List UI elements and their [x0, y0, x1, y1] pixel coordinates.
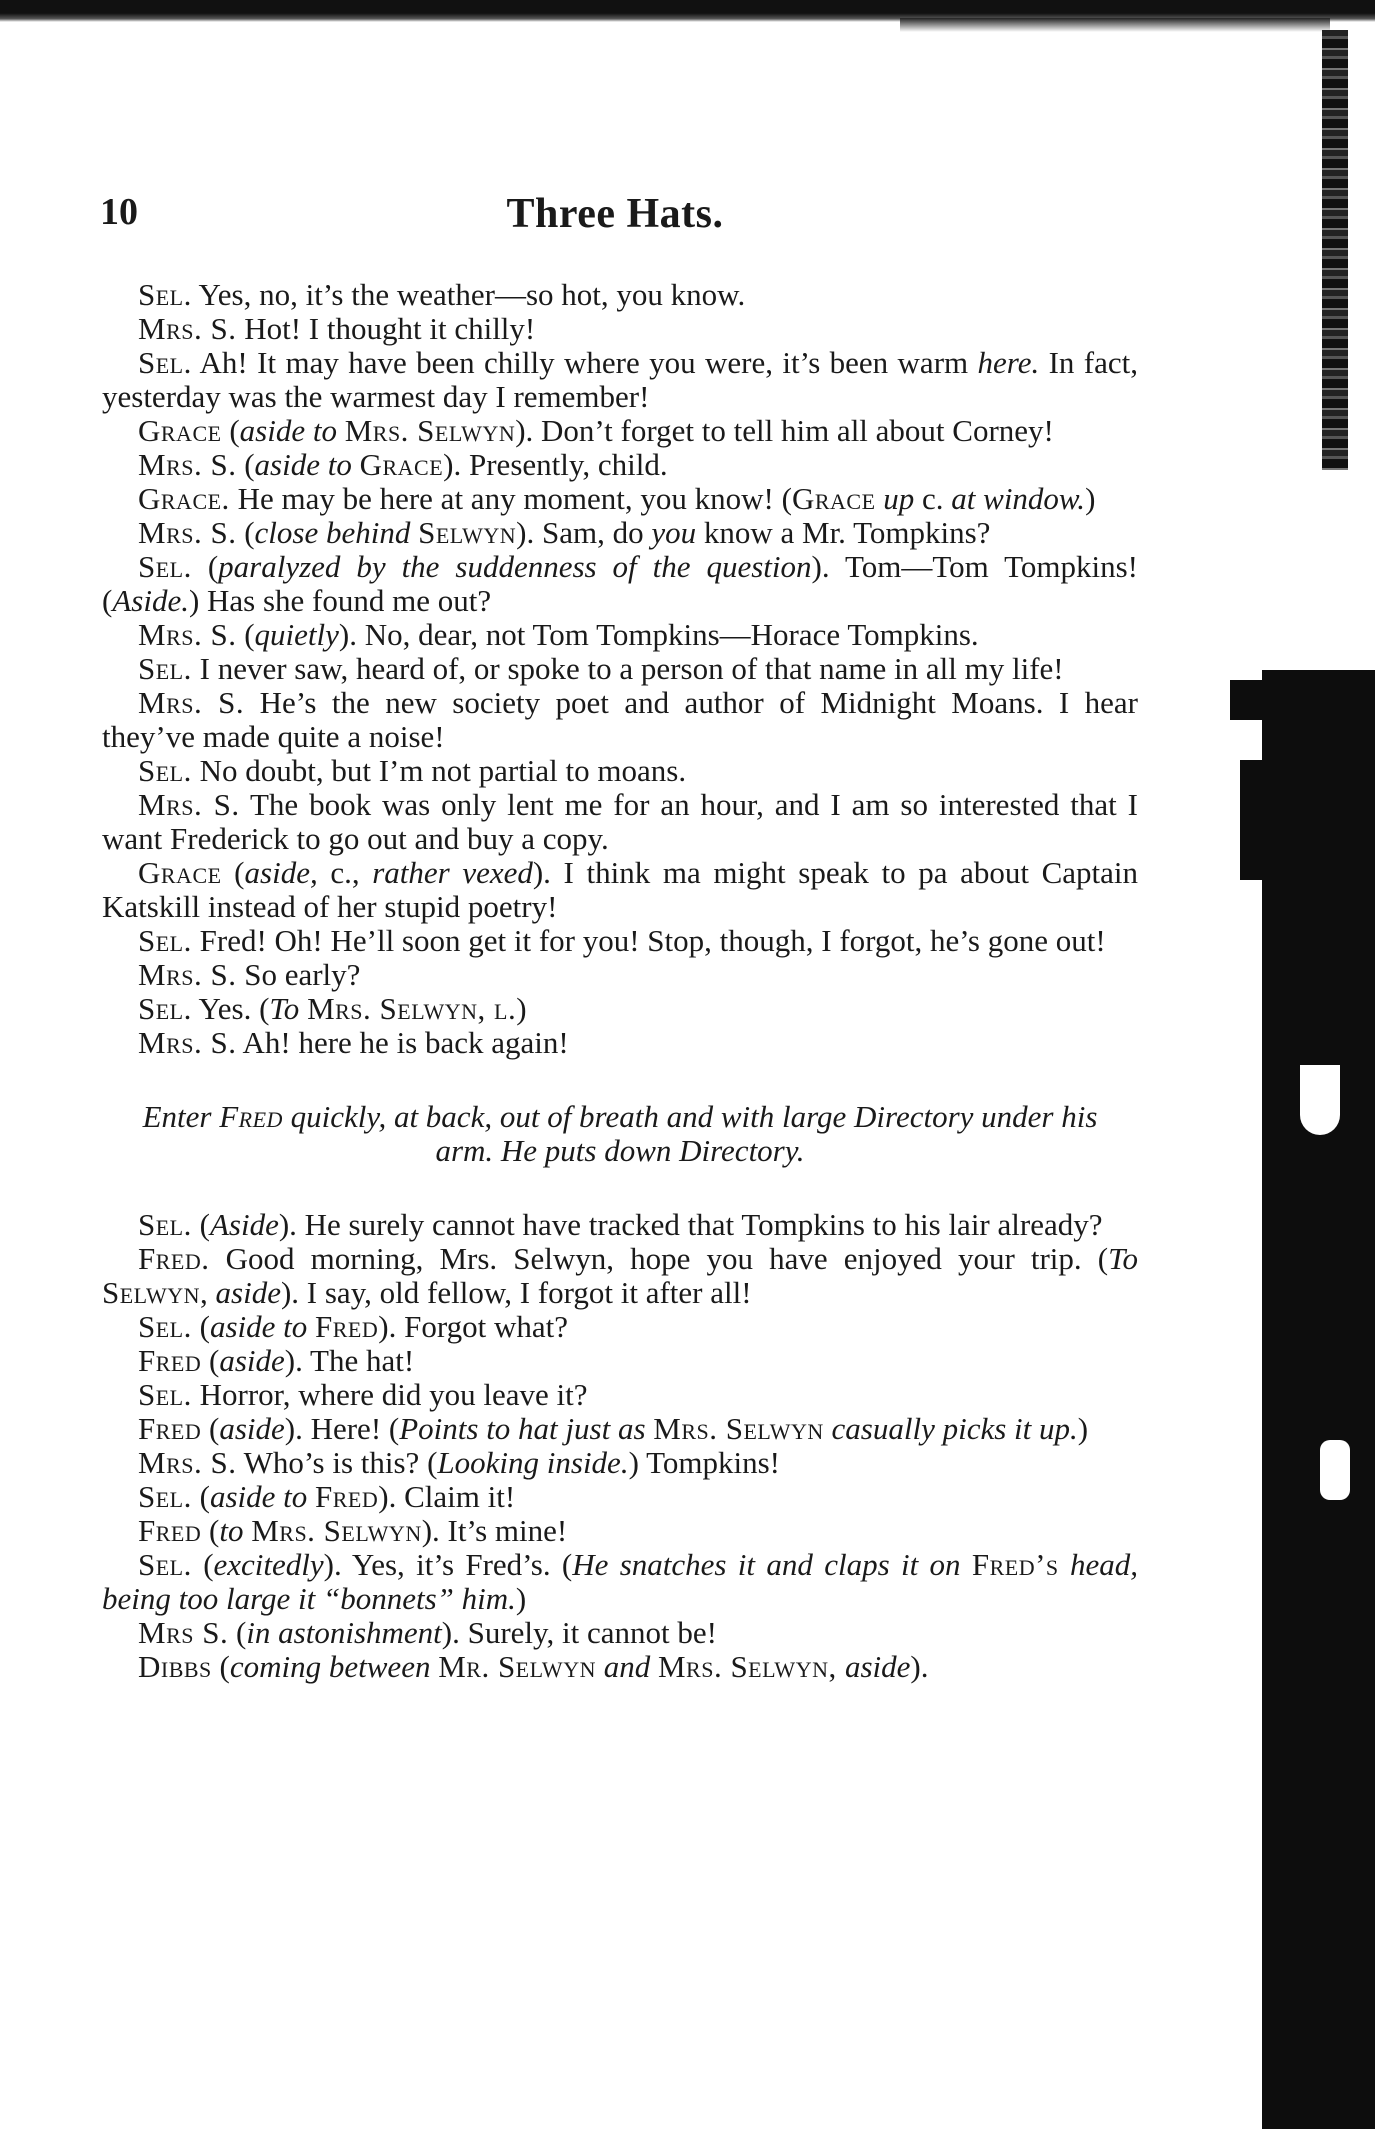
speech-text: ). Surely, it cannot be!	[441, 1615, 717, 1650]
speech-text: (	[221, 413, 240, 448]
speech-text: (	[236, 617, 255, 652]
speech-text: Fred! Oh! He’ll soon get it for you! Stop, though, I forgot, he’s gone out!	[191, 923, 1106, 958]
stage-note: aside	[215, 1275, 281, 1310]
speaker-name: Mrs. S.	[138, 787, 240, 822]
speaker-name: Mrs. S.	[138, 685, 245, 720]
scan-edge-artifact	[1230, 680, 1266, 720]
speaker-name: Grace	[138, 413, 222, 448]
stage-note: aside	[219, 1411, 285, 1446]
speaker-name: Mrs. Selwyn,	[657, 1649, 845, 1684]
speech-text: Ah! It may have been chilly where you were, it’s been warm	[191, 345, 978, 380]
speech-text: ) Tompkins!	[628, 1445, 780, 1480]
speech-line	[102, 1446, 1138, 1480]
speaker-name: Sel.	[138, 1377, 192, 1412]
speech-text: ). The hat!	[284, 1343, 415, 1378]
speech-text: Hot! I thought it chilly!	[236, 311, 536, 346]
stage-note: Looking inside.	[437, 1445, 629, 1480]
speech-text: (	[228, 1615, 247, 1650]
speaker-name: Mrs. Selwyn	[251, 1513, 422, 1548]
speech-text: ). Sam, do	[516, 515, 652, 550]
speech-line	[102, 1616, 1138, 1650]
stage-note: quickly, at back, out of breath and with large Directory under his arm. He puts down Directory.	[282, 1099, 1098, 1168]
speech-text	[307, 1309, 315, 1344]
speech-line	[102, 414, 1138, 448]
scan-edge-right-upper	[1322, 30, 1348, 470]
speaker-name: Sel.	[138, 753, 192, 788]
speech-line	[102, 516, 1138, 550]
stage-note: aside	[844, 1649, 911, 1684]
speaker-name: Mrs. S.	[138, 447, 237, 482]
speech-text	[824, 1411, 832, 1446]
speech-text: (	[201, 1513, 220, 1548]
speaker-name: Selwyn	[102, 1275, 201, 1310]
speech-line	[102, 992, 1138, 1026]
speech-text: (	[191, 1207, 210, 1242]
stage-note: To	[269, 991, 300, 1026]
speech-text: ). No, dear, not Tom Tompkins—Horace Tompkins.	[338, 617, 979, 652]
speech-text: He may be here at any moment, you know! (	[229, 481, 792, 516]
speech-line	[102, 788, 1138, 856]
speech-text: c.,	[317, 855, 373, 890]
speech-line	[102, 1548, 1138, 1616]
speech-line	[102, 1650, 1138, 1684]
speech-text: I never saw, heard of, or spoke to a person of that name in all my life!	[191, 651, 1064, 686]
speech-text: )	[516, 991, 527, 1026]
speech-text	[961, 1547, 972, 1582]
speaker-name: Mrs. S.	[138, 617, 237, 652]
speaker-name: Mrs S.	[138, 1615, 229, 1650]
stage-note: aside to	[209, 1479, 308, 1514]
stage-note: paralyzed by the suddenness of the question	[218, 549, 812, 584]
speaker-name: Fred	[315, 1309, 379, 1344]
speech-text: Yes, no, it’s the weather—so hot, you know.	[191, 277, 746, 312]
speaker-name: Mrs. S.	[138, 311, 237, 346]
speech-text	[596, 1649, 604, 1684]
speech-line	[102, 1480, 1138, 1514]
speaker-name: Sel.	[138, 651, 192, 686]
speech-line	[102, 1026, 1138, 1060]
speaker-name: Mrs. S.	[138, 1445, 237, 1480]
speech-text	[307, 1479, 315, 1514]
stage-note: aside,	[244, 855, 318, 890]
speech-text: He’s the new society poet and author of Midnight Moans. I hear they’ve made quite a noise!	[102, 685, 1138, 754]
speech-text: ). It’s mine!	[421, 1513, 568, 1548]
speech-line	[102, 1514, 1138, 1548]
speech-line	[102, 652, 1138, 686]
speaker-name: Sel.	[138, 549, 192, 584]
speaker-name: Fred’s	[971, 1547, 1059, 1582]
speaker-name: Mrs. Selwyn	[344, 413, 516, 448]
page-number: 10	[100, 191, 138, 233]
speech-text: c.	[914, 481, 952, 516]
speaker-name: Mrs. S.	[138, 957, 237, 992]
speaker-name: Grace	[791, 481, 876, 516]
speech-text	[1059, 1547, 1070, 1582]
stage-note: aside	[219, 1343, 285, 1378]
speech-text: ). Tom—Tom Tompkins! (	[102, 549, 1139, 618]
stage-note: and	[603, 1649, 651, 1684]
speech-text: ) Has she found me out?	[188, 583, 492, 618]
speech-text: (	[221, 855, 245, 890]
stage-note: coming between	[229, 1649, 431, 1684]
stage-note: aside to	[209, 1309, 308, 1344]
speaker-name: Sel.	[138, 923, 192, 958]
speech-text: (	[191, 1547, 214, 1582]
speech-line	[102, 1412, 1138, 1446]
speech-text: ). Forgot what?	[378, 1309, 568, 1344]
speech-line	[102, 1378, 1138, 1412]
speaker-name: Grace	[359, 447, 444, 482]
scan-edge-artifact	[1240, 760, 1270, 880]
speech-text: Ah! here he is back again!	[236, 1025, 569, 1060]
speaker-name: Mr. Selwyn	[438, 1649, 596, 1684]
speaker-name: Mrs. S.	[138, 1025, 237, 1060]
speaker-name: Mrs. S.	[138, 515, 237, 550]
stage-note: Points to hat just as	[399, 1411, 646, 1446]
speaker-name: Selwyn	[418, 515, 517, 550]
stage-note: you	[651, 515, 697, 550]
speaker-name: Fred	[138, 1411, 202, 1446]
speaker-name: Sel.	[138, 991, 192, 1026]
speech-text: ). He surely cannot have tracked that Tompkins to his lair already?	[278, 1207, 1103, 1242]
speech-line	[102, 754, 1138, 788]
speaker-name: Grace.	[138, 481, 230, 516]
scan-edge-artifact	[1320, 1440, 1350, 1500]
speech-text: ,	[200, 1275, 216, 1310]
speaker-name: Fred.	[138, 1241, 210, 1276]
speech-line	[102, 1344, 1138, 1378]
speaker-name: Dibbs	[138, 1649, 212, 1684]
speech-text: No doubt, but I’m not partial to moans.	[191, 753, 687, 788]
scan-edge-artifact	[1300, 1065, 1340, 1135]
speaker-name: Fred	[315, 1479, 379, 1514]
stage-note: He snatches it and claps it on	[572, 1547, 961, 1582]
speech-text: ). Here! (	[284, 1411, 400, 1446]
speaker-name: Sel.	[138, 1479, 192, 1514]
speech-text: (	[236, 515, 255, 550]
stage-note: close behind	[254, 515, 411, 550]
speech-line	[102, 278, 1138, 312]
stage-note: Aside.	[112, 583, 189, 618]
speech-line	[102, 686, 1138, 754]
speech-text: Who’s is this? (	[236, 1445, 438, 1480]
speech-text: ). I say, old fellow, I forgot it after all!	[280, 1275, 752, 1310]
speech-line	[102, 346, 1138, 414]
speech-line	[102, 958, 1138, 992]
speech-line	[102, 618, 1138, 652]
stage-note: rather vexed	[372, 855, 533, 890]
speaker-name: Sel.	[138, 345, 192, 380]
speaker-name: Sel.	[138, 1547, 192, 1582]
speech-text	[352, 447, 360, 482]
speech-text: The book was only lent me for an hour, and I am so interested that I want Frederick to go out and buy a copy.	[102, 787, 1138, 856]
stage-note: excitedly	[213, 1547, 324, 1582]
stage-note: quietly	[254, 617, 339, 652]
stage-note: aside to	[254, 447, 352, 482]
speech-text: )	[515, 1581, 527, 1616]
dialogue-section	[102, 1208, 1138, 1684]
play-text	[102, 278, 1138, 1684]
scan-edge-top-shadow	[900, 18, 1330, 32]
speaker-name: Fred	[219, 1099, 283, 1134]
speech-text: ). Yes, it’s Fred’s. (	[323, 1547, 573, 1582]
speech-text: )	[1077, 1411, 1089, 1446]
speech-line	[102, 482, 1138, 516]
speech-text: (	[211, 1649, 230, 1684]
stage-direction	[102, 1100, 1138, 1168]
speech-text: (	[201, 1343, 220, 1378]
page-header	[100, 190, 1130, 250]
speech-text	[299, 991, 307, 1026]
speech-text: ). I think ma might speak to pa about Captain Katskill instead of her stupid poetry!	[102, 855, 1138, 924]
speech-text: (	[236, 447, 255, 482]
speaker-name: Fred	[138, 1513, 202, 1548]
speaker-name: Sel.	[138, 1207, 192, 1242]
speaker-name: Sel.	[138, 1309, 192, 1344]
speaker-name: Grace	[138, 855, 222, 890]
speech-line	[102, 856, 1138, 924]
speech-text	[337, 413, 345, 448]
speech-text	[650, 1649, 658, 1684]
speech-text	[410, 515, 418, 550]
stage-note: at window.	[951, 481, 1086, 516]
stage-note: Aside	[209, 1207, 279, 1242]
stage-note: Enter	[142, 1099, 220, 1134]
speech-line	[102, 550, 1138, 618]
stage-note: To	[1108, 1241, 1138, 1276]
running-title: Three Hats.	[506, 191, 724, 237]
speaker-name: Sel.	[138, 277, 192, 312]
speech-line	[102, 1208, 1138, 1242]
speech-text: (	[201, 1411, 220, 1446]
stage-note: head, being too large it “bonnets” him.	[102, 1547, 1138, 1616]
stage-note: aside to	[239, 413, 337, 448]
speech-text: (	[191, 1309, 210, 1344]
stage-note: to	[219, 1513, 244, 1548]
speech-text: know a Mr. Tompkins?	[696, 515, 991, 550]
stage-note: casually picks it up.	[831, 1411, 1078, 1446]
speech-line	[102, 924, 1138, 958]
speech-text: )	[1085, 481, 1096, 516]
speech-text: ). Presently, child.	[443, 447, 668, 482]
speech-text: ).	[910, 1649, 929, 1684]
speech-text: Horror, where did you leave it?	[191, 1377, 588, 1412]
speech-text: So early?	[236, 957, 361, 992]
speech-line	[102, 1242, 1138, 1310]
speech-line	[102, 312, 1138, 346]
speech-line	[102, 1310, 1138, 1344]
stage-note: up	[883, 481, 915, 516]
speech-text: (	[191, 1479, 210, 1514]
dialogue-section	[102, 278, 1138, 1060]
speech-line	[102, 448, 1138, 482]
speech-text: ). Claim it!	[378, 1479, 516, 1514]
stage-note: here.	[977, 345, 1040, 380]
speech-text: ). Don’t forget to tell him all about Corney!	[515, 413, 1054, 448]
speaker-name: Mrs. Selwyn, l.	[307, 991, 517, 1026]
speech-text: (	[191, 549, 219, 584]
speech-text: Yes. (	[191, 991, 270, 1026]
stage-note: in astonishment	[246, 1615, 442, 1650]
scan-edge-right-lower	[1262, 670, 1375, 2129]
speech-text: In fact, yesterday was the warmest day I remember!	[102, 345, 1138, 414]
speaker-name: Fred	[138, 1343, 202, 1378]
speech-text: Good morning, Mrs. Selwyn, hope you have enjoyed your trip. (	[209, 1241, 1109, 1276]
speaker-name: Mrs. Selwyn	[653, 1411, 824, 1446]
